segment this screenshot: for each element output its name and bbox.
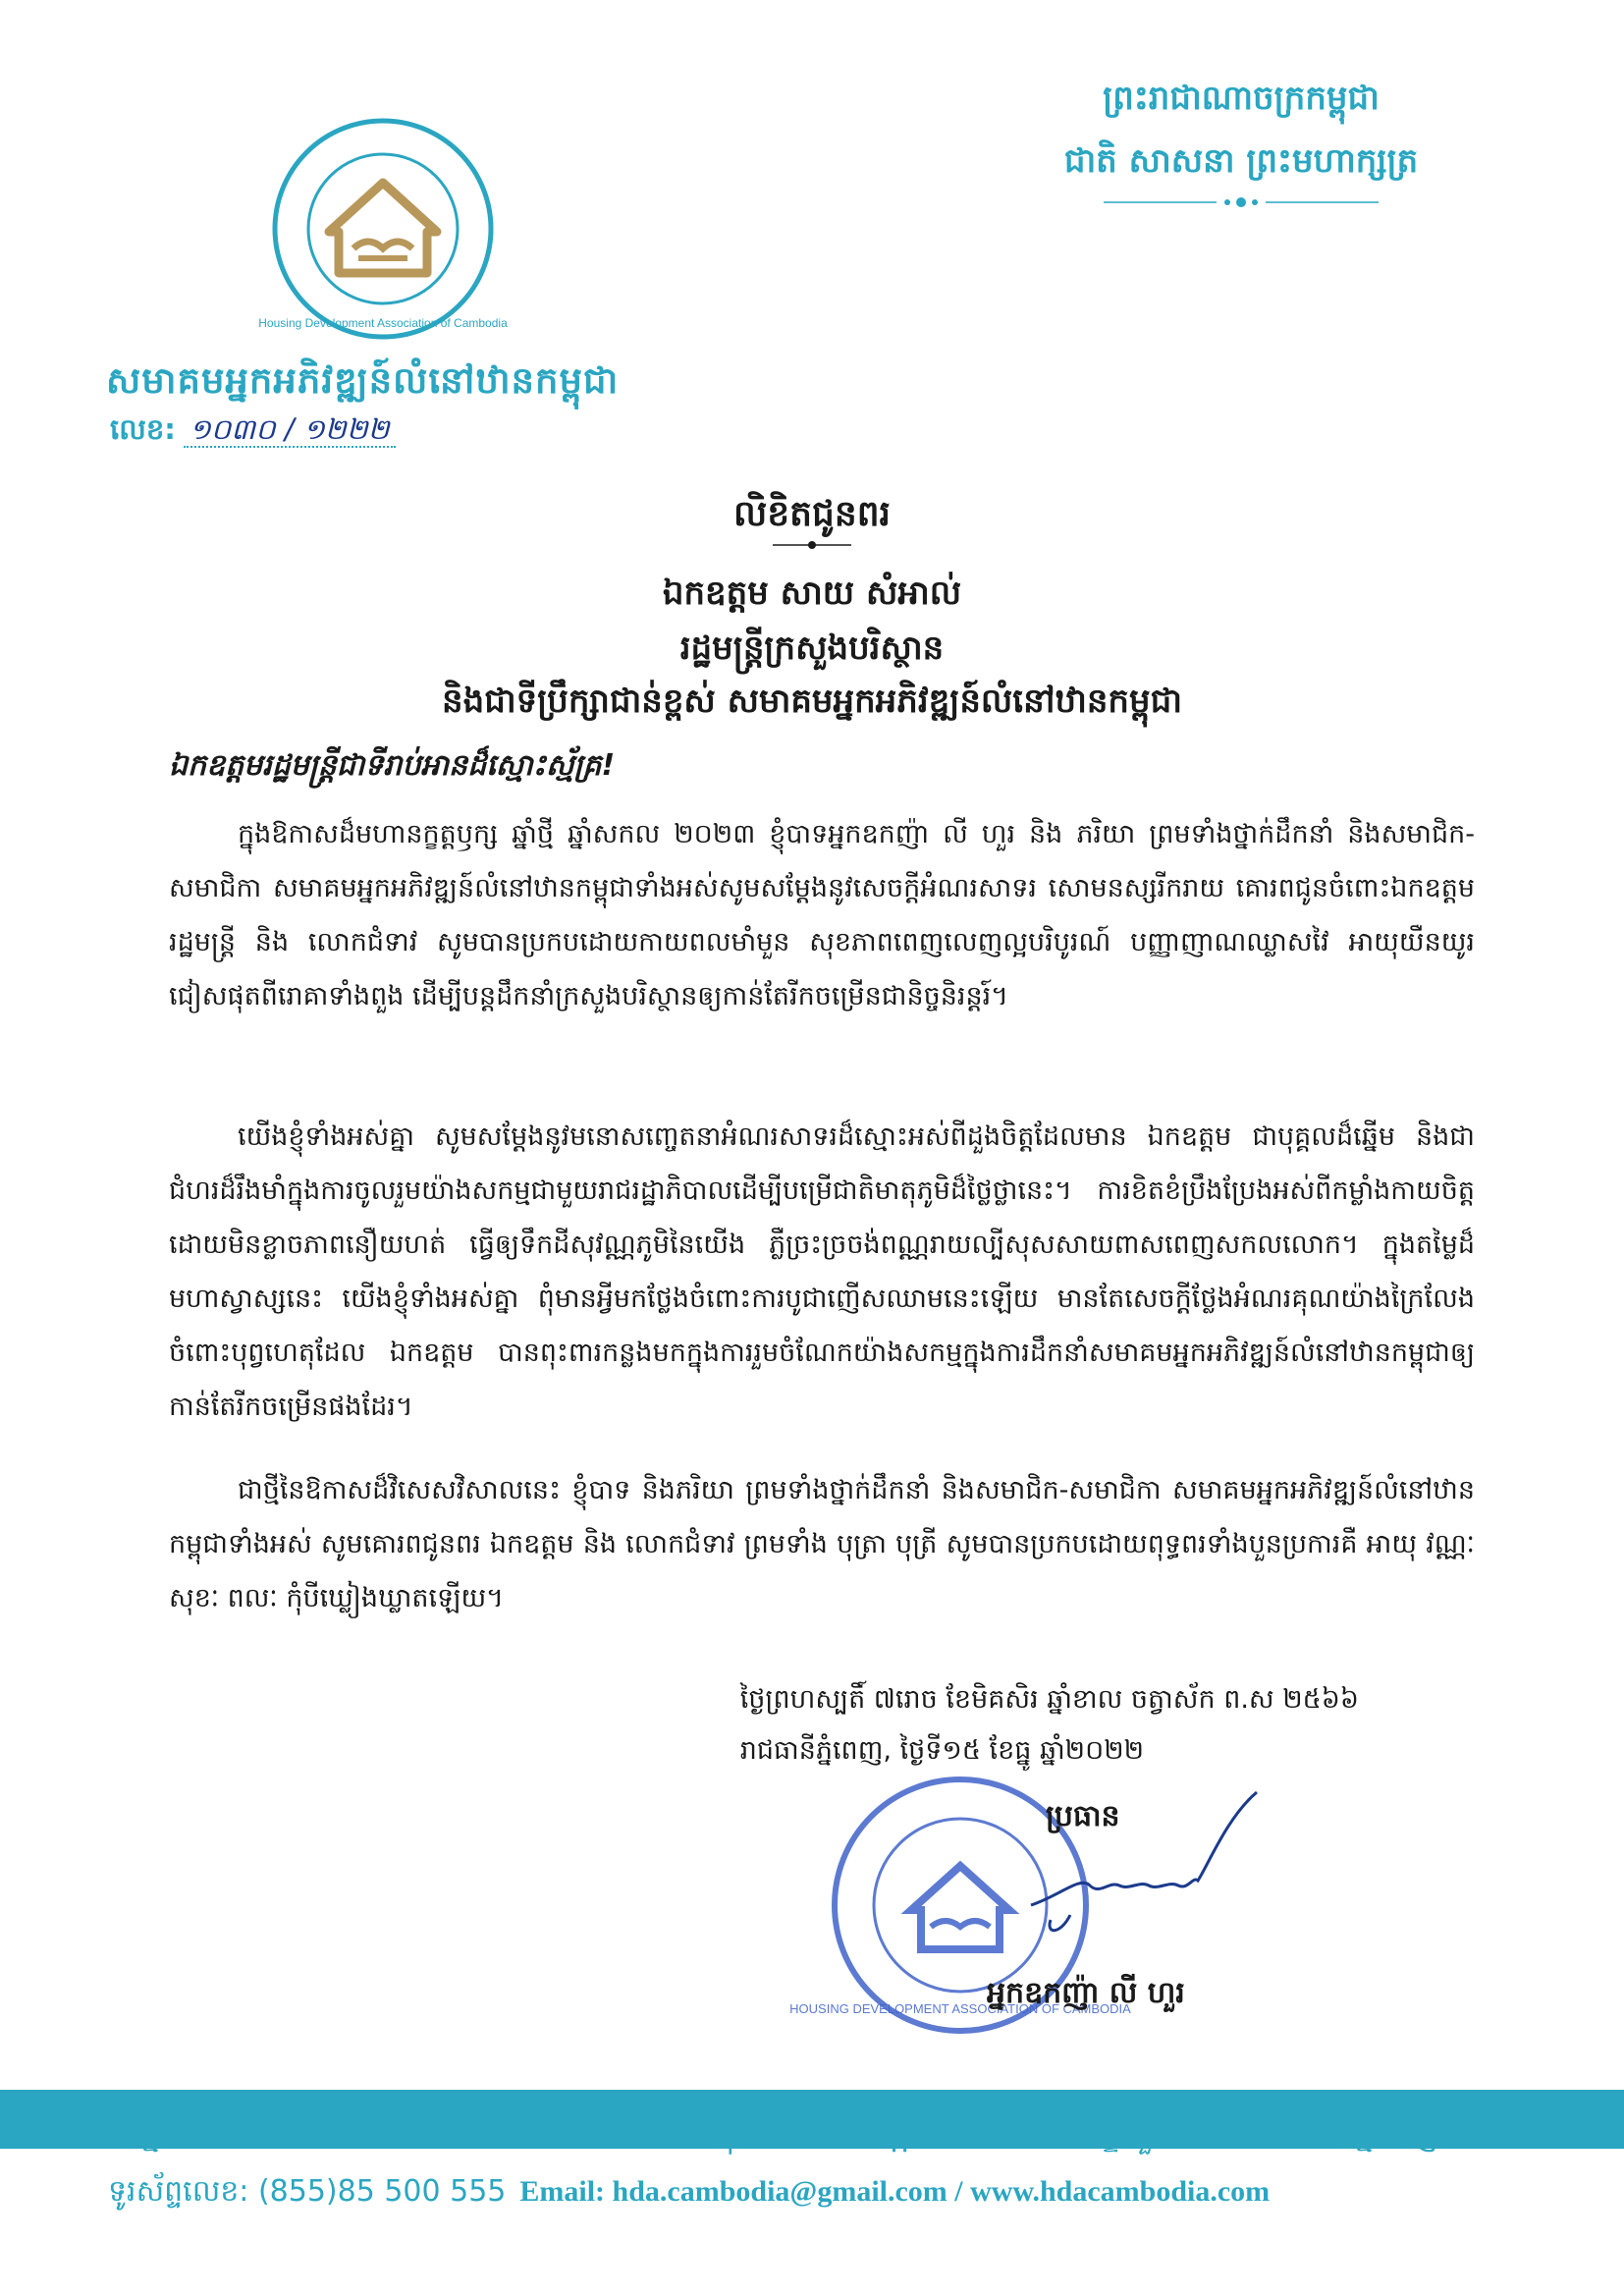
motto-line-1: ព្រះរាជាណាចក្រកម្ពុជា — [1103, 79, 1380, 118]
place-date: រាជធានីភ្នំពេញ, ថ្ងៃទី១៥ ខែធ្នូ ឆ្នាំ២០២២ — [739, 1735, 1145, 1766]
association-logo — [258, 116, 508, 342]
reference-label: លេខ: — [110, 412, 176, 446]
organization-name: សមាគមអ្នកអភិវឌ្ឍន៍លំនៅឋានកម្ពុជា — [106, 359, 620, 402]
letter-title: លិខិតជូនពរ — [733, 494, 891, 534]
footer-contact — [108, 2172, 1270, 2215]
date-block — [740, 1674, 1359, 1777]
title-ornament — [773, 538, 851, 552]
salutation: ឯកឧត្តមរដ្ឋមន្ត្រីជាទីរាប់អានដ៏ស្មោះស្ម័គ្រ! — [169, 748, 616, 783]
svg-text:HOUSING DEVELOPMENT ASSOCIATIO: HOUSING DEVELOPMENT ASSOCIATION OF CAMBODIA — [789, 2001, 1131, 2016]
reference-value: ១០៣០ / ១២២២ — [184, 412, 396, 448]
recipient-name: ឯកឧត្តម សាយ សំអាល់ — [662, 574, 962, 613]
body-paragraph-2: យើងខ្ញុំទាំងអស់គ្នា សូមសម្តែងនូវមនោសញ្ចេតនាអំណរសាទរដ៏ស្មោះអស់ពីដួងចិត្តដែលមាន ឯកឧត្តម ជាបុគ្គលដ៏ឆ្នើម និងជាជំហរដ៏រឹងមាំក្នុងការចូលរួមយ៉ាងសកម្មជាមួយរាជរដ្ឋាភិបាលដើម្បីបម្រើជាតិមាតុភូមិដ៏ថ្លៃថ្លានេះ។ ការខិតខំប្រឹងប្រែងអស់ពីកម្លាំងកាយចិត្ត ដោយមិនខ្លាចភាពនឿយហត់ ធ្វើឲ្យទឹកដីសុវណ្ណភូមិនៃយើង ភ្លឺច្រះច្រចង់ពណ្ណរាយល្បីសុសសាយពាសពេញសកលលោក។ ក្នុងតម្លៃដ៏មហាស្វាស្សនេះ យើងខ្ញុំទាំងអស់គ្នា ពុំមានអ្វីមកថ្លែងចំពោះការបូជាញើសឈាមនេះឡើយ មានតែសេចក្តីថ្លែងអំណរគុណយ៉ាងក្រៃលែងចំពោះបុព្វហេតុដែល ឯកឧត្តម បានពុះពារកន្លងមកក្នុងការរួមចំណែកយ៉ាងសកម្មក្នុងការដឹកនាំសមាគមអ្នកអភិវឌ្ឍន៍លំនៅឋានកម្ពុជាឲ្យកាន់តែរីកចម្រើនផងដែរ។ — [169, 1121, 1475, 1422]
svg-text:Housing Development Associatio: Housing Development Association of Cambodia — [258, 316, 508, 330]
ornament-divider — [1094, 194, 1388, 210]
lunar-date: ថ្ងៃព្រហស្បតិ៍ ៧រោច ខែមិគសិរ ឆ្នាំខាល ចត្វាស័ក ព.ស ២៥៦៦ — [739, 1684, 1359, 1715]
recipient-position-2: និងជាទីប្រឹក្សាជាន់ខ្ពស់ សមាគមអ្នកអភិវឌ្ឍន៍លំនៅឋានកម្ពុជា — [442, 682, 1182, 721]
body-paragraph-3: ជាថ្មីនៃឱកាសដ៏វិសេសវិសាលនេះ ខ្ញុំបាទ និងភរិយា ព្រមទាំងថ្នាក់ដឹកនាំ និងសមាជិក-សមាជិកា សមាគមអ្នកអភិវឌ្ឍន៍លំនៅឋានកម្ពុជាទាំងអស់ សូមគោរពជូនពរ ឯកឧត្តម និង លោកជំទាវ ព្រមទាំង បុត្រា បុត្រី សូមបានប្រកបដោយពុទ្ធពរទាំងបួនប្រការគឺ អាយុ វណ្ណៈ សុខៈ ពលៈ កុំបីឃ្លៀងឃ្លាតឡើយ។ — [169, 1475, 1475, 1613]
body-paragraph-1: ក្នុងឱកាសដ៏មហានក្ខត្តឫក្ស ឆ្នាំថ្មី ឆ្នាំសកល ២០២៣ ខ្ញុំបាទអ្នកឧកញ៉ា លី ហួរ និង ភរិយា ព្រមទាំងថ្នាក់ដឹកនាំ និងសមាជិក-សមាជិកា សមាគមអ្នកអភិវឌ្ឍន៍លំនៅឋានកម្ពុជាទាំងអស់សូមសម្តែងនូវសេចក្តីអំណរសាទរ សោមនស្សរីករាយ គោរពជូនចំពោះឯកឧត្តមរដ្ឋមន្ត្រី និង លោកជំទាវ សូមបានប្រកបដោយកាយពលមាំមួន សុខភាពពេញលេញល្អបរិបូរណ៍ បញ្ញាញាណឈ្លាសវៃ អាយុយឺនយូរ ជៀសផុតពីរោគាទាំងពួង ដើម្បីបន្តដឹកនាំក្រសួងបរិស្ថានឲ្យកាន់តែរីកចម្រើនជានិច្ចនិរន្តរ៍។ — [169, 819, 1475, 1011]
recipient-position: រដ្ឋមន្ត្រីក្រសួងបរិស្ថាន — [679, 629, 945, 668]
kingdom-motto — [1055, 77, 1428, 214]
motto-line-2: ជាតិ សាសនា ព្រះមហាក្សត្រ — [1063, 141, 1419, 181]
footer-phone: ទូរស័ព្ទលេខ: (855)85 500 555 — [108, 2174, 507, 2209]
footer-email-web[interactable]: Email: hda.cambodia@gmail.com / www.hdacambodia.com — [519, 2175, 1271, 2208]
signatory-title: ប្រធាន — [1046, 1799, 1120, 1833]
signatory-name: អ្នកឧកញ៉ា លី ហួរ — [987, 1976, 1185, 2010]
footer-address: ទីស្នាក់ការ: អគារលេខ 85-88 មហាវិថី គីមអ៊ីលស៊ុល(289)សង្កាត់ បឹងកក់2 ខណ្ឌទួលគោក រាជធានីភ្នំពេញ — [108, 2113, 1438, 2153]
reference-number — [110, 412, 396, 454]
